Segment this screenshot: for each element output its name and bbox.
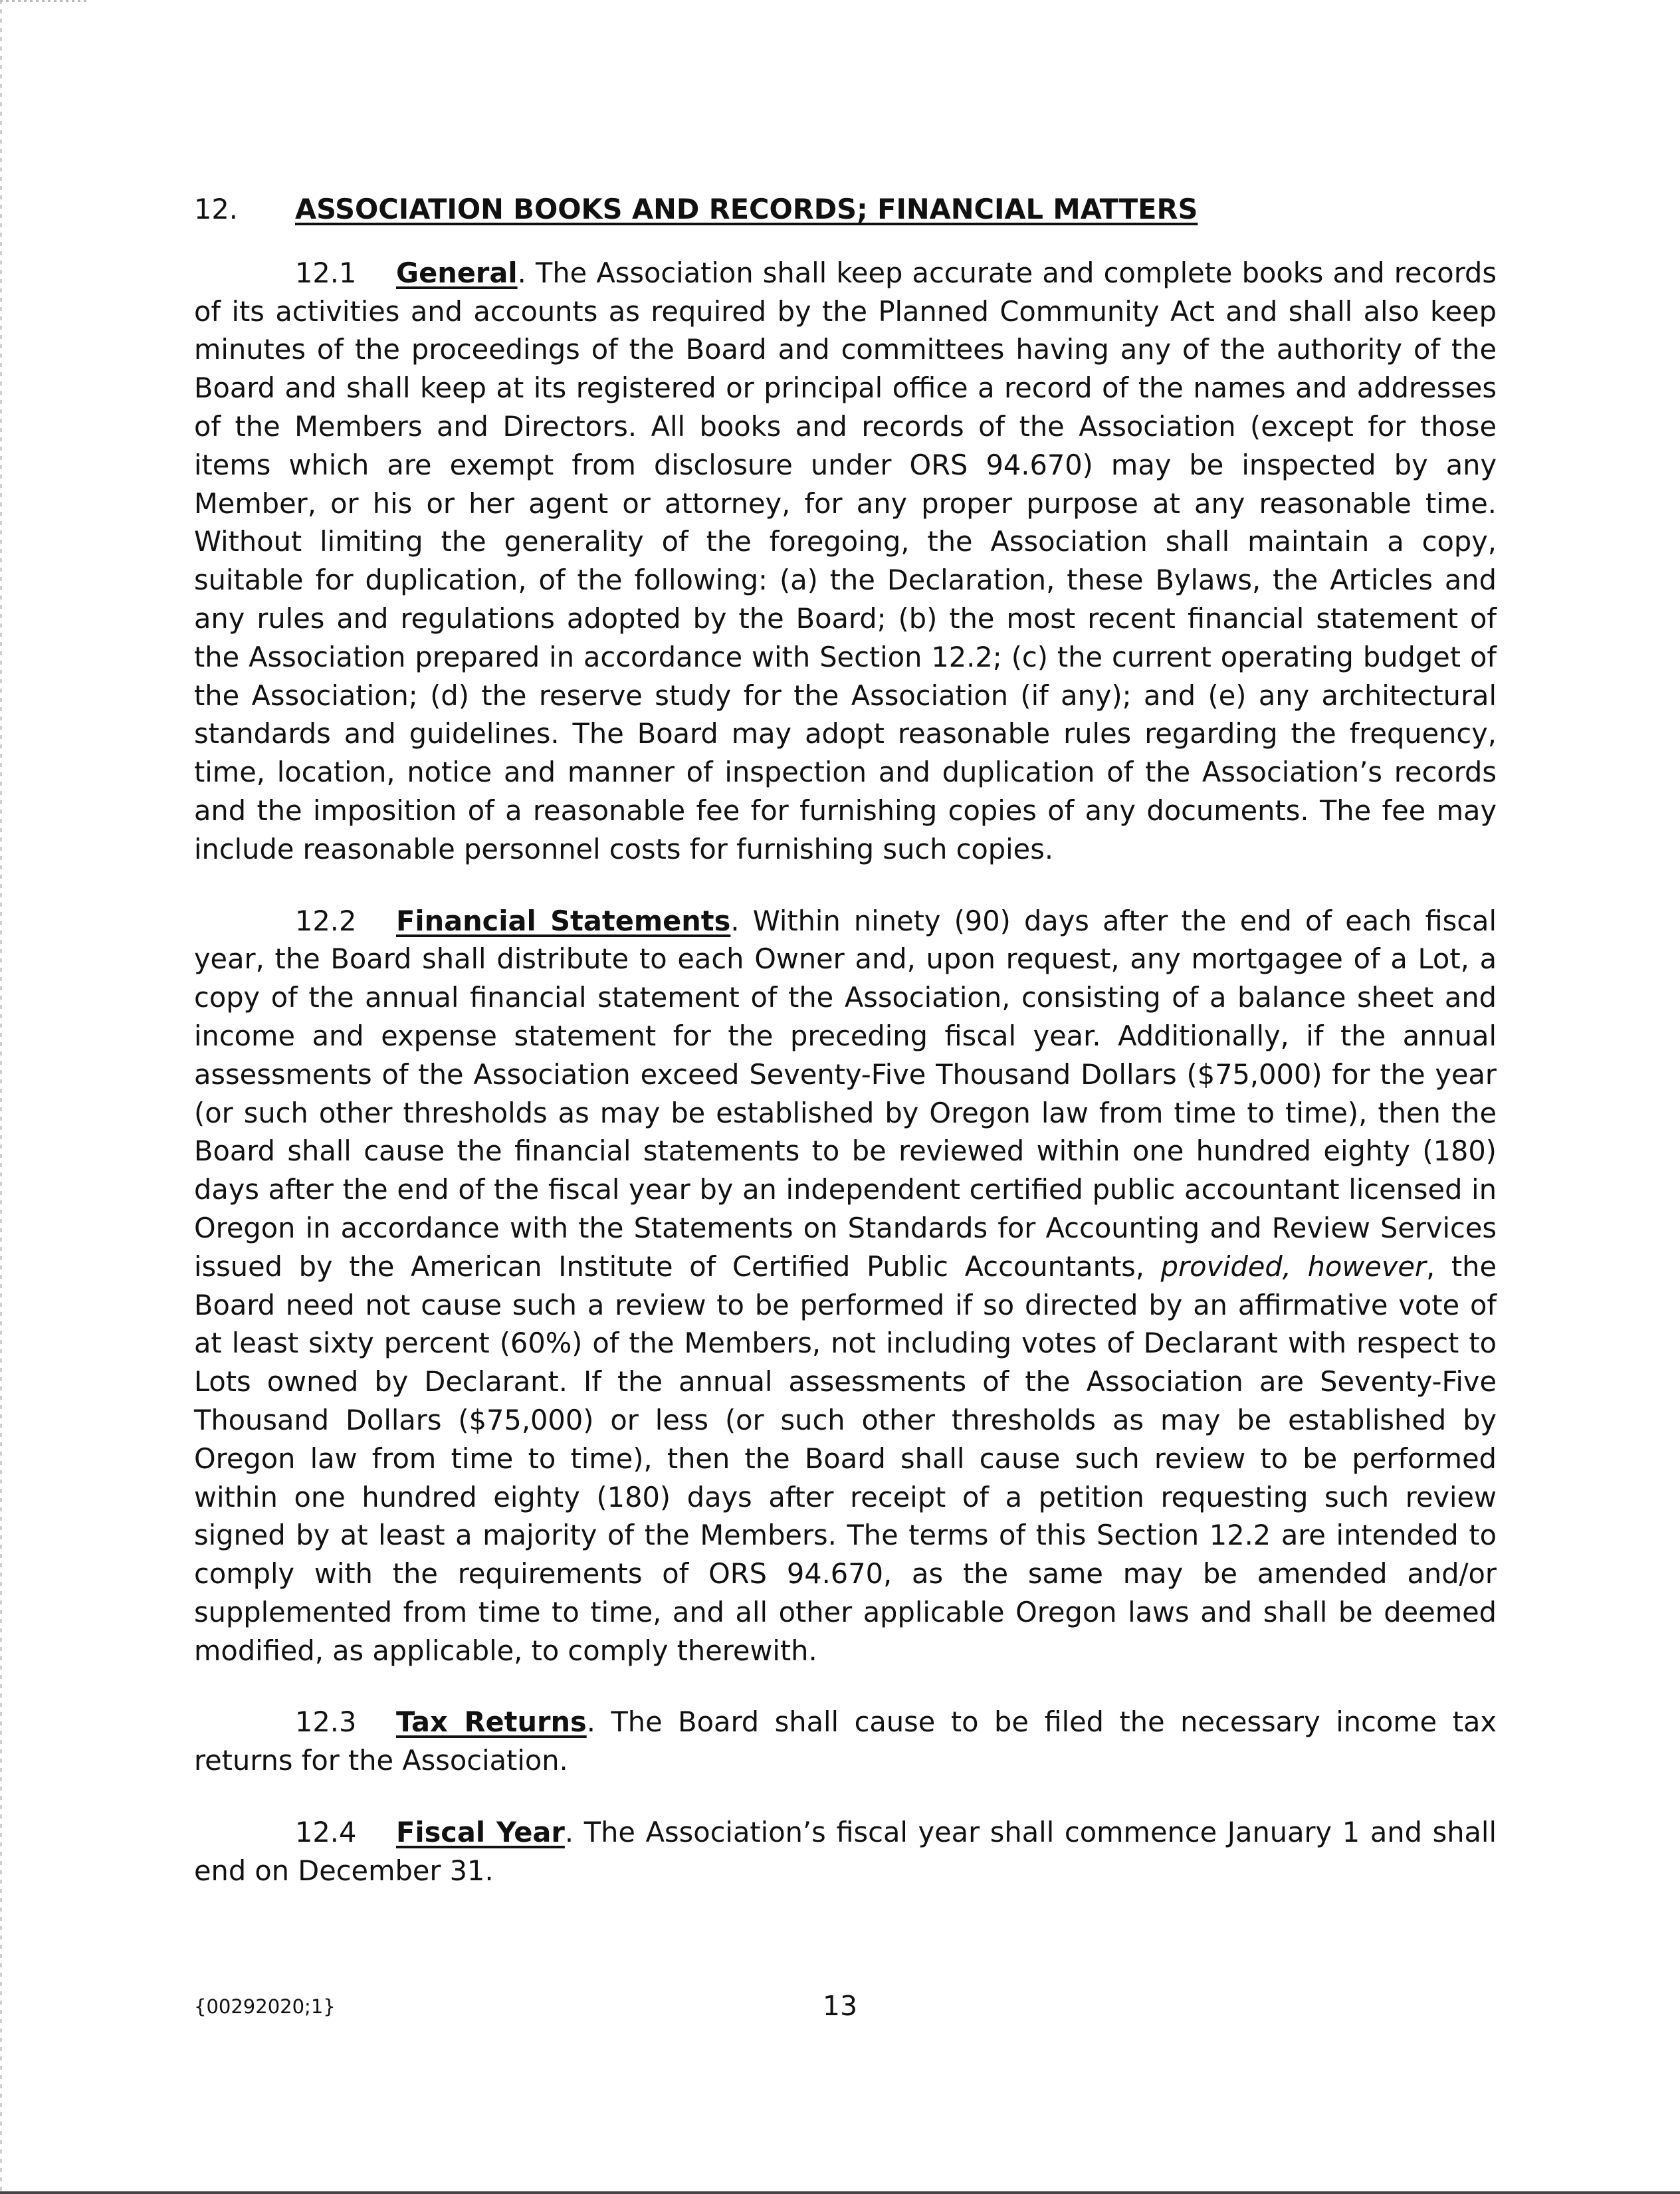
page-number: 13 bbox=[822, 1990, 858, 2022]
paragraph-number: 12.3 bbox=[295, 1705, 357, 1739]
paragraph-12-3 bbox=[194, 1703, 1497, 1780]
paragraph-12-4 bbox=[194, 1813, 1497, 1890]
document-body bbox=[194, 190, 1497, 1923]
paragraph-text-continued: , the Board need not cause such a review to be performed if so directed by an affirmative vote of at least sixty percent (60%) of the Members, not including votes of Declarant with respect to Lots owned by Declarant. If the annual assessments of the Association are Seventy-Five Thousand Dollars ($75,000) or less (or such other thresholds as may be established by Oregon law from time to time), then the Board shall cause such review to be performed within one hundred eighty (180) days after receipt of a petition requesting such review signed by at least a majority of the Members. The terms of this Section 12.2 are intended to comply with the requirements of ORS 94.670, as the same may be amended and/or supplemented from time to time, and all other applicable Oregon laws and shall be deemed modified, as applicable, to comply therewith. bbox=[194, 1250, 1497, 1667]
paragraph-text: . The Association’s fiscal year shall commence January 1 and shall end on December 31. bbox=[194, 1816, 1497, 1887]
paragraph-italic-text: provided, however bbox=[1160, 1250, 1426, 1283]
paragraph-text: . The Board shall cause to be filed the necessary income tax returns for the Association. bbox=[194, 1705, 1497, 1777]
section-heading bbox=[194, 190, 1497, 229]
paragraph-text: . Within ninety (90) days after the end of each fiscal year, the Board shall distribute to each Owner and, upon request, any mortgagee of a Lot, a copy of the annual financial statement of the Association, consisting of a balance sheet and income and expense statement for the preceding fiscal year. Additionally, if the annual assessments of the Association exceed Seventy-Five Thousand Dollars ($75,000) for the year (or such other thresholds as may be established by Oregon law from time to time), then the Board shall cause the financial statements to be reviewed within one hundred eighty (180) days after the end of the fiscal year by an independent certified public accountant licensed in Oregon in accordance with the Statements on Standards for Accounting and Review Services issued by the American Institute of Certified Public Accountants, bbox=[194, 904, 1497, 1283]
scan-edge-bottom bbox=[0, 2191, 1680, 2194]
section-number: 12. bbox=[194, 193, 238, 225]
paragraph-text: . The Association shall keep accurate and complete books and records of its activities and accounts as required by the Planned Community Act and shall also keep minutes of the proceedings of the Board and committees having any of the authority of the Board and shall keep at its registered or principal office a record of the names and addresses of the Members and Directors. All books and records of the Association (except for those items which are exempt from disclosure under ORS 94.670) may be inspected by any Member, or his or her agent or attorney, for any proper purpose at any reasonable time. Without limiting the generality of the foregoing, the Association shall maintain a copy, suitable for duplication, of the following: (a) the Declaration, these Bylaws, the Articles and any rules and regulations adopted by the Board; (b) the most recent financial statement of the Association prepared in accordance with Section 12.2; (c) the current operating budget of the Association; (d) the reserve study for the Association (if any); and (e) any architectural standards and guidelines. The Board may adopt reasonable rules regarding the frequency, time, location, notice and manner of inspection and duplication of the Association’s records and the imposition of a reasonable fee for furnishing copies of any documents. The fee may include reasonable personnel costs for furnishing such copies. bbox=[194, 256, 1497, 865]
paragraph-caption: General bbox=[396, 256, 518, 289]
section-title: ASSOCIATION BOOKS AND RECORDS; FINANCIAL MATTERS bbox=[295, 193, 1198, 225]
paragraph-12-1 bbox=[194, 254, 1497, 869]
paragraph-number: 12.4 bbox=[295, 1816, 357, 1849]
paragraph-caption: Tax Returns bbox=[396, 1705, 587, 1739]
paragraph-caption: Fiscal Year bbox=[396, 1816, 565, 1849]
document-code: {00292020;1} bbox=[194, 1995, 336, 2018]
scan-edge-left bbox=[0, 0, 2, 2194]
paragraph-number: 12.1 bbox=[295, 256, 357, 289]
scan-edge-top bbox=[0, 0, 86, 2]
paragraph-caption: Financial Statements bbox=[396, 904, 731, 937]
paragraph-12-2 bbox=[194, 902, 1497, 1670]
paragraph-number: 12.2 bbox=[295, 904, 357, 937]
